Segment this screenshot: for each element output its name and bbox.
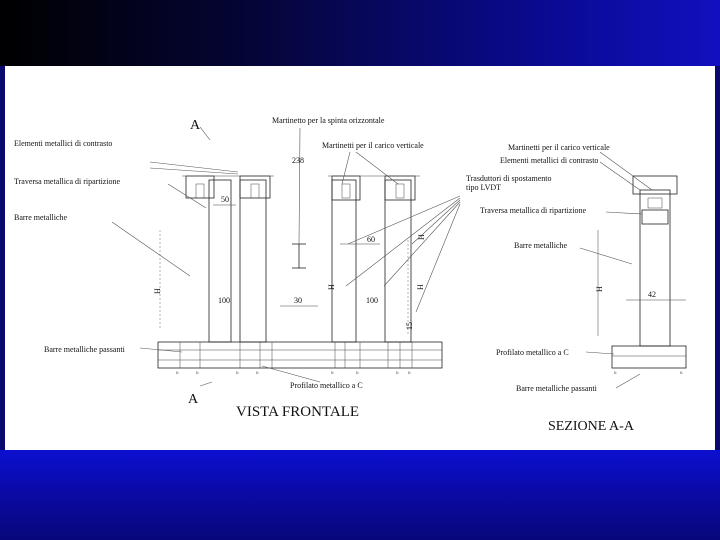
svg-text:u: u — [614, 371, 617, 376]
specimen-left-1 — [209, 180, 231, 342]
label-martinetti-carico: Martinetti per il carico verticale — [322, 141, 424, 150]
section-label-barre: Barre metalliche — [514, 241, 568, 250]
label-profilato: Profilato metallico a C — [290, 381, 363, 390]
dim-h-mid: H — [327, 284, 336, 290]
section-mark-top: A — [190, 118, 201, 133]
frontal-view — [14, 116, 551, 420]
label-martinetto-spinta: Martinetto per la spinta orizzontale — [272, 116, 385, 125]
svg-text:u: u — [680, 371, 683, 376]
label-trasduttori-tipo: tipo LVDT — [466, 183, 502, 192]
load-head-left — [186, 176, 214, 198]
section-label-elementi: Elementi metallici di contrasto — [500, 156, 599, 165]
title-sezione-aa: SEZIONE A-A — [548, 419, 634, 434]
section-c-profile — [612, 346, 686, 368]
svg-text:u: u — [331, 371, 334, 376]
section-dim-h: H — [595, 286, 604, 292]
section-load-head — [633, 176, 677, 194]
section-label-profilato: Profilato metallico a C — [496, 348, 569, 357]
specimen-right-2 — [385, 180, 411, 342]
dim-30: 30 — [294, 296, 302, 305]
dim-50: 50 — [221, 195, 229, 204]
section-label-traversa: Traversa metallica di ripartizione — [480, 206, 587, 215]
c-profile-beam — [158, 342, 442, 368]
svg-text:u: u — [356, 371, 359, 376]
specimen-right-1 — [332, 180, 356, 342]
title-vista-frontale: VISTA FRONTALE — [236, 404, 360, 420]
label-elementi-contrasto: Elementi metallici di contrasto — [14, 139, 113, 148]
svg-text:u: u — [196, 371, 199, 376]
dim-100-right: 100 — [366, 296, 378, 305]
dim-100-left: 100 — [218, 296, 230, 305]
dim-15: 15 — [405, 322, 414, 330]
section-dim-42: 42 — [648, 290, 656, 299]
section-mark-bottom: A — [188, 392, 199, 407]
section-label-barre-passanti: Barre metalliche passanti — [516, 384, 597, 393]
section-specimen — [640, 190, 670, 346]
svg-text:u: u — [396, 371, 399, 376]
label-barre: Barre metalliche — [14, 213, 68, 222]
svg-text:u: u — [236, 371, 239, 376]
dim-h-small: H — [417, 234, 426, 240]
dim-60: 60 — [367, 235, 375, 244]
section-label-martinetti: Martinetti per il carico verticale — [508, 143, 610, 152]
label-trasduttori: Trasduttori di spostamento — [466, 174, 552, 183]
dim-238: 238 — [292, 156, 304, 165]
label-traversa: Traversa metallica di ripartizione — [14, 177, 121, 186]
dim-h-right: H — [416, 284, 425, 290]
section-aa-view — [480, 143, 686, 434]
dim-h-left: H — [153, 288, 162, 294]
load-head-right — [240, 176, 270, 198]
specimen-left-2 — [240, 180, 266, 342]
svg-text:u: u — [408, 371, 411, 376]
svg-text:u: u — [256, 371, 259, 376]
svg-text:u: u — [176, 371, 179, 376]
label-barre-passanti: Barre metalliche passanti — [44, 345, 125, 354]
